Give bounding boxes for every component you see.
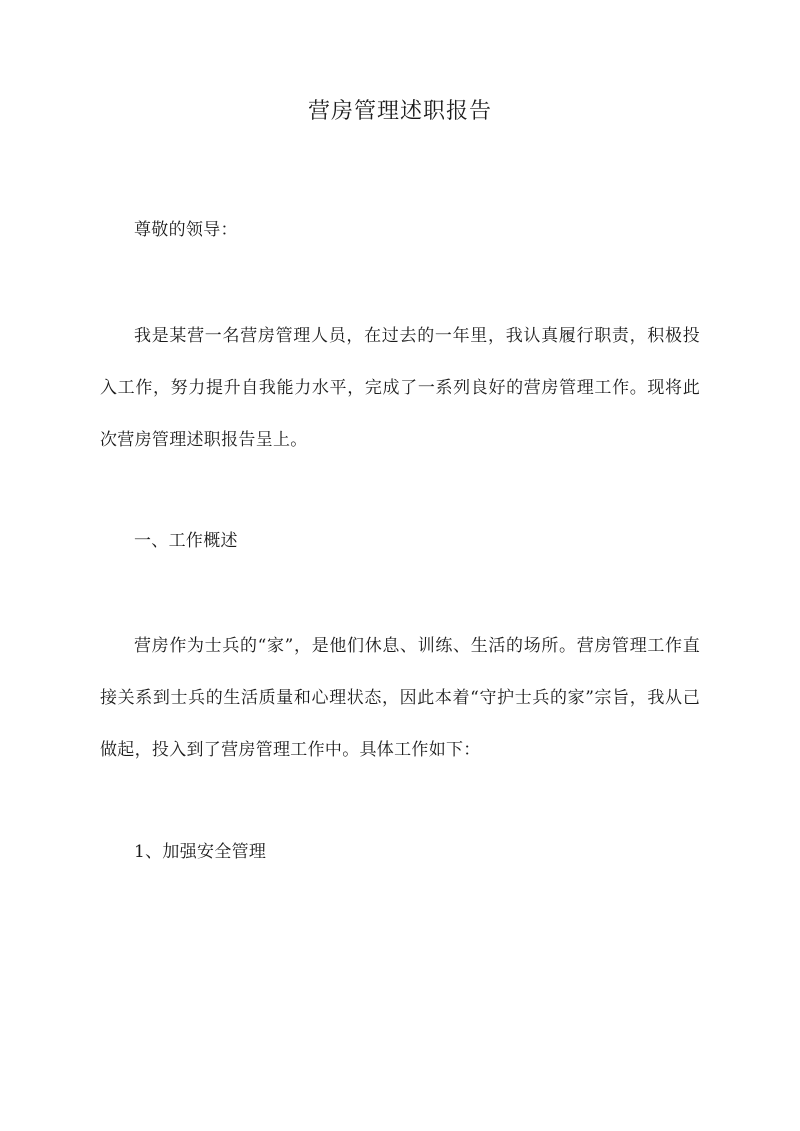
item-heading-safety: 1、加强安全管理 xyxy=(134,842,267,862)
intro-paragraph: 我是某营一名营房管理人员，在过去的一年里，我认真履行职责，积极投入工作，努力提升自我能力水平，完成了一系列良好的营房管理工作。现将此次营房管理述职报告呈上。 xyxy=(100,326,700,450)
document-title: 营房管理述职报告 xyxy=(307,99,492,124)
overview-paragraph: 营房作为士兵的“家”，是他们休息、训练、生活的场所。营房管理工作直接关系到士兵的生活质量和心理状态，因此本着“守护士兵的家”宗旨，我从己做起，投入到了营房管理工作中。具体工作如下： xyxy=(100,636,700,760)
salutation: 尊敬的领导： xyxy=(134,220,238,240)
section-heading-overview: 一、工作概述 xyxy=(134,531,238,551)
